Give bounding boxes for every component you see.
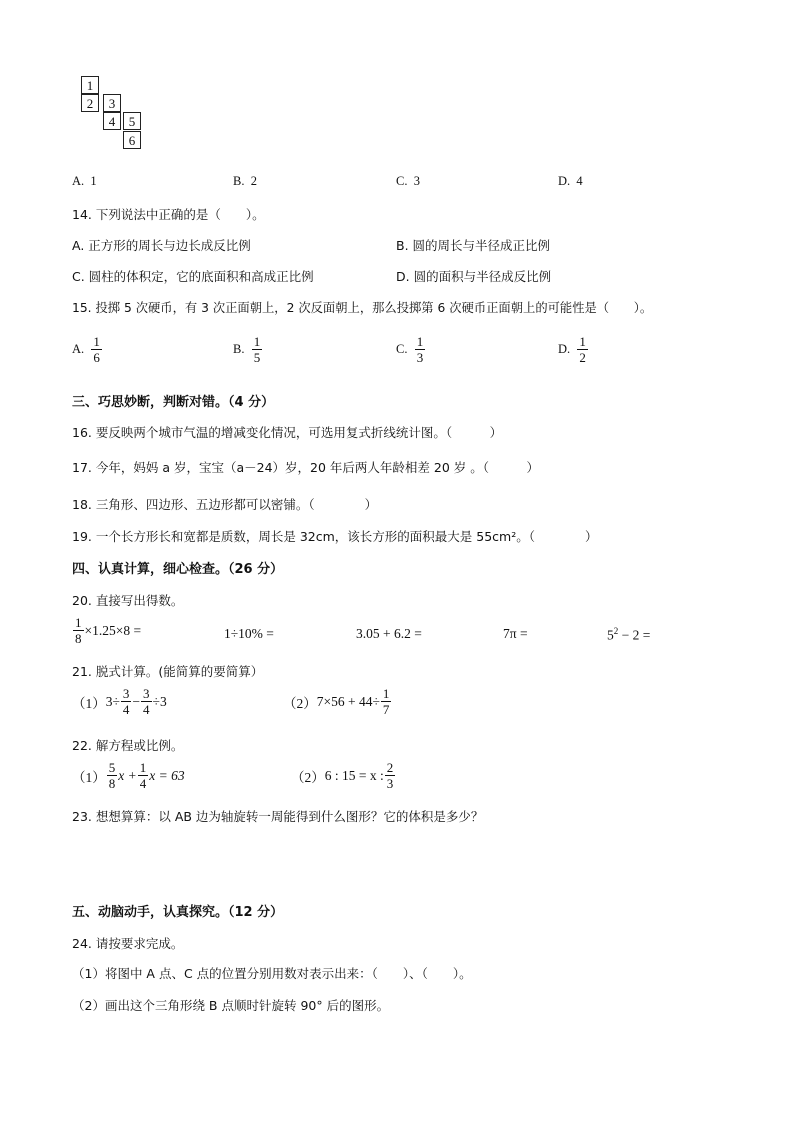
q20-expression-3: 3.05 + 6.2 = (356, 626, 422, 641)
q20-expression-1 (72, 615, 141, 646)
q20-expression-5 (607, 626, 650, 644)
numerator: 5 (108, 760, 116, 775)
option-letter: C. (396, 342, 408, 356)
section-3-title: 三、巧思妙断，判断对错。（4 分） (72, 395, 275, 410)
q20-stem: 20. 直接写出得数。 (72, 593, 184, 608)
q21-stem: 21. 脱式计算。(能简算的要简算） (72, 664, 264, 679)
denominator: 7 (382, 702, 390, 717)
denominator: 8 (75, 631, 82, 646)
net-cell-4: 4 (103, 112, 121, 130)
fraction (415, 334, 426, 365)
fraction (141, 686, 152, 717)
denominator: 4 (143, 702, 150, 717)
q22-problem-2 (291, 760, 396, 791)
option-value: 1 (90, 174, 97, 188)
numerator: 1 (253, 334, 261, 349)
net-cell-2: 2 (81, 94, 99, 112)
q15-option-c[interactable] (396, 334, 426, 365)
q14-option-d[interactable]: D. 圆的面积与半径成反比例 (396, 269, 552, 284)
numerator: 1 (139, 760, 147, 775)
q24-stem: 24. 请按要求完成。 (72, 936, 184, 951)
net-cell-6: 6 (123, 131, 141, 149)
net-cell-3: 3 (103, 94, 121, 112)
q16-statement: 16. 要反映两个城市气温的增减变化情况，可选用复式折线统计图。（ ） (72, 425, 503, 440)
q15-stem: 15. 投掷 5 次硬币，有 3 次正面朝上，2 次反面朝上，那么投掷第 6 次硬币正面朝上的可能性是（ ）。 (72, 301, 653, 315)
numerator: 1 (416, 334, 424, 349)
numerator: 1 (75, 615, 82, 630)
q13-option-c[interactable] (396, 174, 420, 189)
q18-statement: 18. 三角形、四边形、五边形都可以密铺。（ ） (72, 497, 378, 512)
problem-label: （2） (283, 695, 317, 711)
q20-expression-2: 1÷10% = (224, 626, 274, 641)
denominator: 3 (416, 350, 424, 365)
numerator: 1 (579, 334, 586, 349)
denominator: 6 (93, 350, 100, 365)
option-letter: D. (558, 174, 571, 188)
denominator: 5 (253, 350, 261, 365)
net-cell-1: 1 (81, 76, 99, 94)
option-letter: A. (72, 174, 85, 188)
option-value: 3 (413, 174, 420, 188)
q14-option-a[interactable]: A. 正方形的周长与边长成反比例 (72, 238, 251, 253)
numerator: 1 (382, 686, 390, 701)
denominator: 3 (386, 776, 394, 791)
fraction (138, 760, 149, 791)
expression-text: x = 63 (149, 767, 185, 783)
section-5-title: 五、动脑动手，认真探究。（12 分） (72, 905, 284, 920)
expression-text: 7×56 + 44÷ (316, 693, 380, 709)
q24-part-1: （1）将图中 A 点、C 点的位置分别用数对表示出来：（ ）、（ ）。 (72, 966, 472, 981)
q13-option-b[interactable] (233, 174, 257, 189)
fraction (577, 334, 588, 365)
fraction (385, 760, 396, 791)
denominator: 8 (108, 776, 116, 791)
cube-net-figure (81, 76, 151, 152)
net-cell-5: 5 (123, 112, 141, 130)
q15-option-b[interactable] (233, 334, 263, 365)
numerator: 3 (122, 686, 130, 701)
denominator: 4 (122, 702, 130, 717)
exponent: 2 (613, 626, 619, 636)
fraction (121, 686, 132, 717)
q13-option-a[interactable] (72, 174, 97, 189)
option-letter: A. (72, 342, 85, 356)
fraction (91, 334, 102, 365)
expression-text: ×1.25×8 = (84, 622, 142, 638)
option-value: 2 (250, 174, 257, 188)
q23-stem: 23. 想想算算：以 AB 边为轴旋转一周能得到什么图形？它的体积是多少？ (72, 809, 484, 824)
fraction (107, 760, 118, 791)
numerator: 2 (386, 760, 394, 775)
denominator: 4 (139, 776, 147, 791)
problem-label: （2） (291, 769, 325, 785)
q19-statement: 19. 一个长方形长和宽都是质数，周长是 32cm，该长方形的面积最大是 55cm²。（ ） (72, 529, 598, 544)
q15-option-a[interactable] (72, 334, 103, 365)
fraction (252, 334, 263, 365)
fraction (73, 615, 84, 646)
numerator: 1 (93, 334, 100, 349)
expression-text: ÷3 (152, 693, 167, 709)
option-letter: B. (233, 342, 245, 356)
expression-text: x + (118, 767, 137, 783)
q24-part-2: （2）画出这个三角形绕 B 点顺时针旋转 90° 后的图形。 (72, 998, 390, 1013)
q17-statement: 17. 今年，妈妈 a 岁，宝宝（a－24）岁，20 年后两人年龄相差 20 岁 。（ ） (72, 460, 539, 475)
option-letter: D. (558, 342, 571, 356)
expression-text: 3÷ (105, 693, 120, 709)
q22-stem: 22. 解方程或比例。 (72, 738, 184, 753)
q22-problem-1 (72, 760, 185, 791)
option-letter: C. (396, 174, 408, 188)
expression-text: − 2 = (618, 627, 651, 643)
expression-text: 6 : 15 = x : (324, 767, 384, 783)
q21-problem-1 (72, 686, 167, 717)
option-letter: B. (233, 174, 245, 188)
numerator: 3 (143, 686, 150, 701)
problem-label: （1） (72, 695, 106, 711)
section-4-title: 四、认真计算，细心检查。（26 分） (72, 562, 284, 577)
q14-stem: 14. 下列说法中正确的是（ ）。 (72, 207, 265, 222)
q15-option-d[interactable] (558, 334, 589, 365)
q20-expression-4: 7π = (503, 626, 528, 641)
q14-option-c[interactable]: C. 圆柱的体积定，它的底面积和高成正比例 (72, 269, 314, 284)
problem-label: （1） (72, 769, 106, 785)
fraction (381, 686, 392, 717)
denominator: 2 (579, 350, 586, 365)
q21-problem-2 (283, 686, 392, 717)
q13-option-d[interactable] (558, 174, 583, 189)
base: 5 (607, 627, 614, 643)
option-value: 4 (576, 174, 583, 188)
q14-option-b[interactable]: B. 圆的周长与半径成正比例 (396, 238, 551, 253)
operator: − (132, 693, 141, 709)
